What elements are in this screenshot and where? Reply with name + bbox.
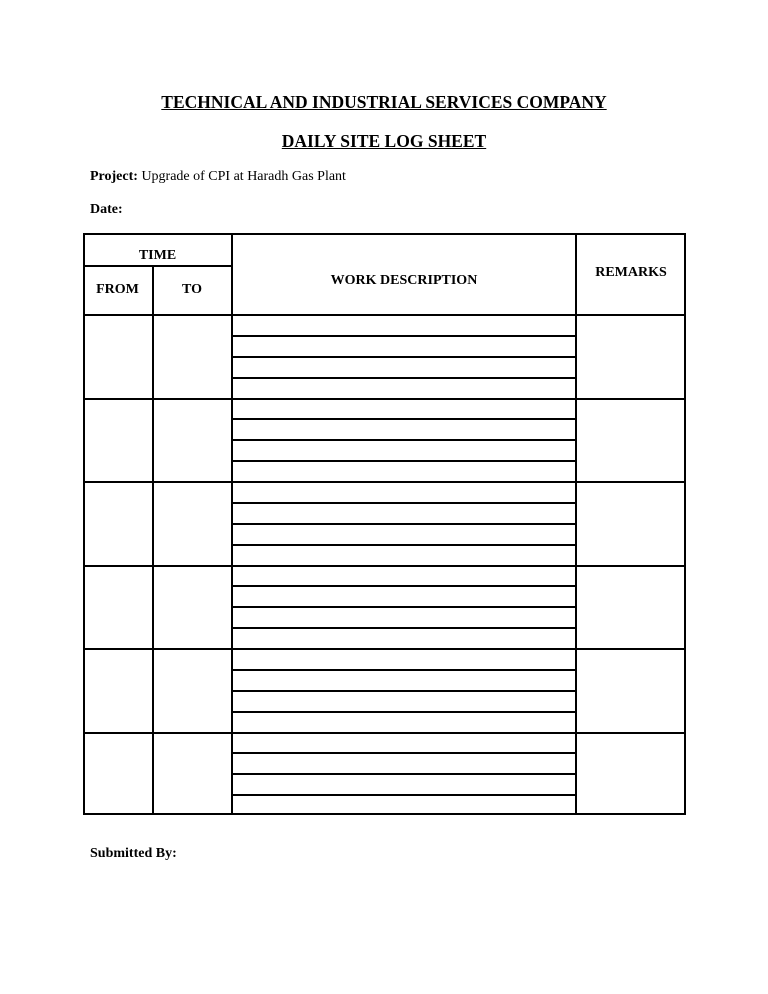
table-border-left bbox=[83, 233, 85, 815]
work-description-line[interactable] bbox=[236, 441, 572, 459]
from-time-cell[interactable] bbox=[87, 485, 149, 560]
work-description-line[interactable] bbox=[236, 671, 572, 689]
to-time-cell[interactable] bbox=[157, 485, 227, 560]
work-description-line[interactable] bbox=[236, 629, 572, 647]
from-header: FROM bbox=[96, 282, 139, 297]
from-time-cell[interactable] bbox=[87, 736, 149, 811]
time-header: TIME bbox=[138, 248, 177, 263]
work-description-line[interactable] bbox=[236, 337, 572, 355]
work-description-line[interactable] bbox=[236, 796, 572, 814]
from-time-cell[interactable] bbox=[87, 652, 149, 727]
sheet-title: DAILY SITE LOG SHEET bbox=[281, 131, 487, 151]
company-title: TECHNICAL AND INDUSTRIAL SERVICES COMPANY bbox=[161, 92, 607, 112]
work-description-line[interactable] bbox=[236, 754, 572, 772]
date-field bbox=[90, 202, 123, 218]
remarks-cell[interactable] bbox=[580, 652, 680, 727]
work-description-line[interactable] bbox=[236, 567, 572, 585]
work-description-line[interactable] bbox=[236, 420, 572, 438]
to-time-cell[interactable] bbox=[157, 318, 227, 393]
work-description-line[interactable] bbox=[236, 525, 572, 543]
remarks-cell[interactable] bbox=[580, 318, 680, 393]
from-time-cell[interactable] bbox=[87, 569, 149, 644]
remarks-cell[interactable] bbox=[580, 485, 680, 560]
work-description-line[interactable] bbox=[236, 734, 572, 752]
time-subheader-divider bbox=[83, 265, 232, 267]
work-description-line[interactable] bbox=[236, 483, 572, 501]
project-value: Upgrade of CPI at Haradh Gas Plant bbox=[141, 169, 346, 184]
project-field bbox=[90, 169, 346, 185]
from-time-cell[interactable] bbox=[87, 318, 149, 393]
work-description-line[interactable] bbox=[236, 316, 572, 334]
to-time-cell[interactable] bbox=[157, 402, 227, 477]
from-time-cell[interactable] bbox=[87, 402, 149, 477]
to-time-cell[interactable] bbox=[157, 736, 227, 811]
work-description-line[interactable] bbox=[236, 713, 572, 731]
work-description-line[interactable] bbox=[236, 608, 572, 626]
work-description-line[interactable] bbox=[236, 358, 572, 376]
remarks-header: REMARKS bbox=[595, 265, 667, 280]
work-description-line[interactable] bbox=[236, 587, 572, 605]
date-label: Date: bbox=[90, 202, 123, 217]
work-description-line[interactable] bbox=[236, 775, 572, 793]
to-time-cell[interactable] bbox=[157, 569, 227, 644]
work-description-line[interactable] bbox=[236, 379, 572, 397]
work-description-line[interactable] bbox=[236, 400, 572, 418]
table-border-top bbox=[83, 233, 686, 235]
to-time-cell[interactable] bbox=[157, 652, 227, 727]
to-header: TO bbox=[182, 282, 202, 297]
remarks-cell[interactable] bbox=[580, 569, 680, 644]
table-border-right bbox=[684, 233, 686, 815]
remarks-cell[interactable] bbox=[580, 736, 680, 811]
remarks-cell[interactable] bbox=[580, 402, 680, 477]
log-table bbox=[83, 233, 686, 815]
work-description-line[interactable] bbox=[236, 462, 572, 480]
work-description-header: WORK DESCRIPTION bbox=[330, 273, 478, 288]
work-description-line[interactable] bbox=[236, 692, 572, 710]
work-description-line[interactable] bbox=[236, 546, 572, 564]
work-description-line[interactable] bbox=[236, 504, 572, 522]
work-description-line[interactable] bbox=[236, 650, 572, 668]
submitted-by-label: Submitted By: bbox=[90, 846, 177, 861]
project-label: Project: bbox=[90, 169, 138, 184]
